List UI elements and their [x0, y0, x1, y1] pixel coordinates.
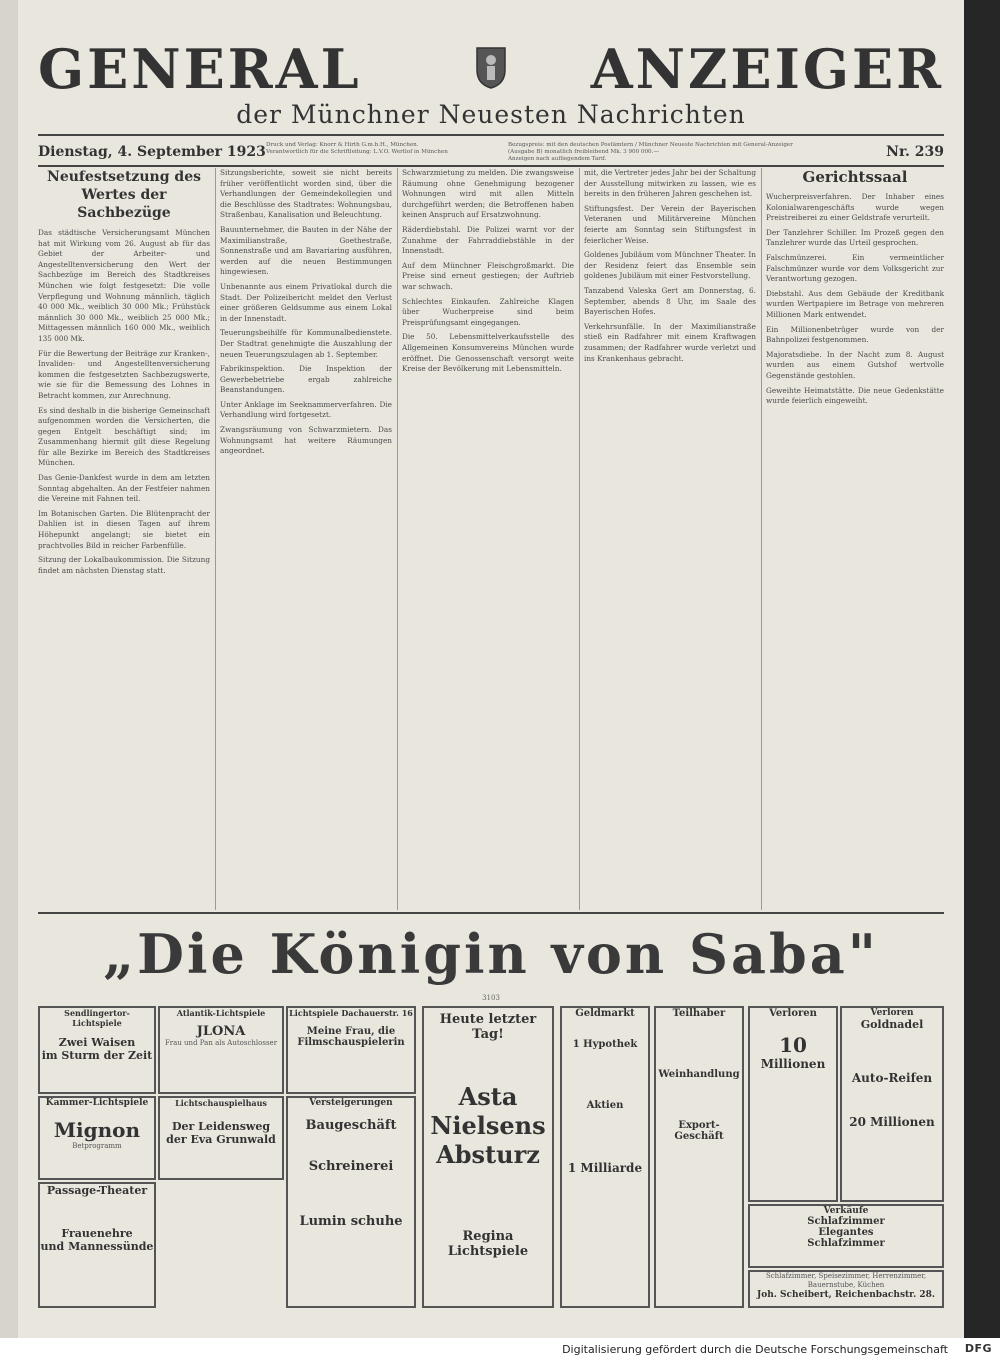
article-5-paragraph: Falschmünzerei. Ein vermeintlicher Falschmünzer wurde vor dem Volksgericht zur Verantwortung gezogen.	[766, 252, 944, 284]
article-1-headline: Neufestsetzung des Wertes der Sachbezüge	[47, 169, 201, 221]
ad-line: Mignon	[53, 1118, 141, 1142]
pricing-line-2: (Ausgabe B) monatlich freibleibend Mk. 3 900 000.—	[508, 149, 659, 155]
ad-title: Passage-Theater	[46, 1184, 148, 1197]
ad-verkaeufe	[748, 1204, 944, 1268]
article-3-paragraph: Schwarzmietung zu melden. Die zwangsweise Räumung ohne Genehmigung bezogener Wohnungen wird mit allen Mitteln durchgeführt werden; die Betroffenen haben keinen Anspruch auf Ersatzwohnung.	[402, 168, 574, 220]
ad-dachauer	[286, 1006, 416, 1094]
pricing-line-1: Bezugspreis: mit den deutschen Postämtern / Münchner Neueste Nachrichten mit General-Anzeiger	[508, 142, 793, 148]
column-5	[766, 168, 944, 910]
article-3-paragraph: Auf dem Münchner Fleischgroßmarkt. Die Preise sind erneut gestiegen; der Auftrieb war schwach.	[402, 260, 574, 291]
masthead-subtitle: der Münchner Neuesten Nachrichten	[236, 100, 746, 129]
ad-geldmarkt	[560, 1006, 650, 1308]
article-2-paragraph: Unbenannte aus einem Privatlokal durch die Stadt. Der Polizeibericht meldet den Verlust einer größeren Geldsumme aus einem Lokal in der Innenstadt.	[220, 281, 392, 323]
article-1-paragraph: Im Botanischen Garten. Die Blütenpracht der Dahlien ist in diesen Tagen auf ihrem Höhepunkt angelangt; sie bietet ein prachtvolles Bild in reicher Farbenfülle.	[38, 508, 210, 550]
ad-line: Schlafzimmer	[807, 1216, 885, 1227]
column-2	[220, 168, 392, 910]
ad-sendlinger	[38, 1006, 156, 1094]
article-5-paragraph: Der Tanzlehrer Schiller. Im Prozeß gegen den Tanzlehrer wurde das Urteil gesprochen.	[766, 227, 944, 248]
ad-line: und Mannessünde	[40, 1240, 154, 1253]
article-5-paragraph: Ein Millionenbetrüger wurde von der Bahnpolizei festgenommen.	[766, 324, 944, 345]
ad-line: Aktien	[586, 1100, 624, 1111]
article-3-paragraph: Schlechtes Einkaufen. Zahlreiche Klagen über Wucherpreise sind beim Preisprüfungsamt eingegangen.	[402, 296, 574, 327]
newspaper-page	[18, 0, 964, 1338]
ad-line: Elegantes	[818, 1227, 874, 1238]
dfg-logo: DFG	[964, 1342, 992, 1355]
ad-line: 10	[779, 1033, 807, 1057]
ad-line: Auto-Reifen	[851, 1071, 933, 1085]
pricing-line-3: Anzeigen nach aufliegendem Tarif.	[508, 156, 607, 162]
ad-line: Filmschauspielerin	[297, 1037, 405, 1048]
article-3-paragraph: Die 50. Lebensmittelverkaufsstelle des Allgemeinen Konsumvereins München wurde eröffnet. Die Genossenschaft versorgt weite Kreise der Bevölkerung mit Lebensmitteln.	[402, 332, 574, 374]
ad-passage	[38, 1182, 156, 1308]
masthead-title-left: GENERAL	[38, 37, 362, 101]
masthead-title-right: ANZEIGER	[590, 37, 944, 101]
article-5-paragraph: Geweihte Heimatstätte. Die neue Gedenkstätte wurde feierlich eingeweiht.	[766, 385, 944, 406]
ad-line: Schreinerei	[308, 1159, 394, 1174]
ad-teilhaber	[654, 1006, 744, 1308]
issue-number: Nr. 239	[886, 144, 944, 160]
banner-headline: „Die Königin von Saba"	[103, 922, 879, 986]
ad-line: Meine Frau, die	[306, 1026, 396, 1037]
ad-lichtschauspielhaus	[158, 1096, 284, 1180]
article-1-paragraph: Das städtische Versicherungsamt München hat mit Wirkung vom 26. August ab für das Gebiet der Arbeiter- und Angestelltenversicherung den Wert der Sachbezüge im Bereich des Stadtkreises München wie folgt festgesetzt: Die volle Verpflegung und Wohnung männlich, täglich 40 000 Mk., weiblich 30 000 Mk.; Frühstück männlich 30 000 Mk., weiblich 25 000 Mk.; Mittagessen männlich 160 000 Mk., weiblich 135 000 Mk.	[38, 228, 210, 343]
publisher-line-1: Druck und Verlag: Knorr & Hirth G.m.b.H., München.	[266, 142, 419, 148]
ad-title: Sendlingertor-Lichtspiele	[64, 1008, 130, 1028]
footer-text: Digitalisierung gefördert durch die Deutsche Forschungsgemeinschaft	[562, 1343, 948, 1356]
ad-line: 1 Hypothek	[572, 1039, 638, 1050]
gerichtssaal-headline: Gerichtssaal	[802, 168, 908, 186]
pricing-info	[508, 142, 848, 163]
banner-rule	[38, 912, 944, 914]
ad-line: Schlafzimmer, Speisezimmer, Herrenzimmer, Bauernstube, Küchen	[765, 1272, 927, 1289]
article-5-paragraph: Wucherpreisverfahren. Der Inhaber eines Kolonialwarengeschäfts wurde wegen Preistreiberei zu einer Geldstrafe verurteilt.	[766, 192, 944, 223]
ad-line: Der Leidensweg	[171, 1120, 271, 1133]
ad-line: Asta	[458, 1082, 518, 1111]
ad-verloren-millionen	[748, 1006, 838, 1202]
ad-line: 20 Millionen	[849, 1115, 935, 1129]
ad-line: Schlafzimmer	[807, 1238, 885, 1249]
article-1-paragraph: Das Genie-Dankfest wurde in dem am letzten Sonntag abgehalten. An der Festfeier nahmen die Vereine mit Fahnen teil.	[38, 473, 210, 504]
article-2-paragraph: Unter Anklage im Seeknammerverfahren. Die Verhandlung wird fortgesetzt.	[220, 399, 392, 420]
publisher-info	[266, 142, 466, 156]
ad-line: Weinhandlung	[658, 1069, 740, 1080]
article-5-paragraph: Majoratsdiebe. In der Nacht zum 8. August wurden aus einem Gutshof wertvolle Gegenstände gestohlen.	[766, 349, 944, 380]
ad-line: 1 Milliarde	[567, 1161, 643, 1175]
ad-kammer	[38, 1096, 156, 1180]
article-2-paragraph: Zwangsräumung von Schwarzmietern. Das Wohnungsamt hat weitere Räumungen angeordnet.	[220, 425, 392, 456]
masthead-rule-top	[38, 134, 944, 136]
ad-line: Export-Geschäft	[674, 1120, 724, 1142]
ad-line: Frauenehre	[61, 1227, 133, 1240]
ad-title: Kammer-Lichtspiele	[45, 1098, 149, 1108]
ad-title: Heute letzter Tag!	[439, 1012, 537, 1042]
article-2-paragraph: Teuerungsbeihilfe für Kommunalbedienstete. Der Stadtrat genehmigte die Auszahlung der neuen Teuerungszulagen ab 1. September.	[220, 328, 392, 359]
digitization-footer	[0, 1338, 1000, 1363]
ad-line: im Sturm der Zeit	[41, 1049, 153, 1062]
column-divider	[215, 168, 216, 910]
column-3	[402, 168, 574, 910]
scan-left-gutter	[0, 0, 18, 1338]
banner-number: 3103	[482, 994, 500, 1002]
ad-atlantik	[158, 1006, 284, 1094]
article-3-paragraph: Räderdiebstahl. Die Polizei warnt vor der Zunahme der Fahrraddiebstähle in der Innenstadt.	[402, 224, 574, 256]
ad-title: Lichtschauspielhaus	[175, 1098, 267, 1108]
ad-line: Goldnadel	[860, 1018, 924, 1031]
column-1	[38, 168, 210, 910]
ad-title: Teilhaber	[672, 1008, 726, 1019]
issue-date: Dienstag, 4. September 1923	[38, 144, 266, 160]
ad-title: Versteigerungen	[309, 1098, 393, 1108]
article-2-paragraph: Fabrikinspektion. Die Inspektion der Gewerbebetriebe ergab zahlreiche Beanstandungen.	[220, 364, 392, 395]
article-4-paragraph: Goldenes Jubiläum vom Münchner Theater. In der Residenz feiert das Ensemble sein goldenes Jubiläum mit einer Festvorstellung.	[584, 250, 756, 281]
ad-line: Regina Lichtspiele	[447, 1229, 529, 1259]
ad-title: Lichtspiele Dachauerstr. 16	[289, 1008, 413, 1018]
ad-title: Verloren	[870, 1008, 914, 1018]
ad-line: Nielsens	[430, 1111, 546, 1140]
ad-versteigerungen	[286, 1096, 416, 1308]
ad-line: Zwei Waisen	[58, 1036, 136, 1049]
ad-line: Lumin schuhe	[299, 1214, 403, 1229]
column-4	[584, 168, 756, 910]
article-4-paragraph: Tanzabend Valeska Gert am Donnerstag, 6. September, abends 8 Uhr, im Saale des Bayerischen Hofes.	[584, 285, 756, 317]
ad-line: Absturz	[436, 1140, 540, 1169]
ad-asta-nielsen	[422, 1006, 554, 1308]
ad-line: Baugeschäft	[305, 1118, 397, 1133]
ad-title: Atlantik-Lichtspiele	[176, 1008, 266, 1018]
ad-line: JLONA	[196, 1024, 246, 1039]
ad-title: Joh. Scheibert, Reichenbachstr. 28.	[756, 1290, 936, 1300]
article-4-paragraph: mit, die Vertreter jedes Jahr bei der Schaltung der Ausstellung mitwirken zu lassen, wie es bereits in den früheren Jahren geschehen ist.	[584, 168, 756, 199]
ad-scheibert	[748, 1270, 944, 1308]
info-bar	[38, 140, 944, 164]
ad-verloren-goldnadel	[840, 1006, 944, 1202]
ad-title: Verloren	[769, 1008, 817, 1019]
ad-line: Betprogramm	[72, 1142, 122, 1150]
ad-line: Millionen	[760, 1057, 826, 1071]
ad-title: Geldmarkt	[575, 1008, 635, 1019]
column-divider	[397, 168, 398, 910]
article-1-paragraph: Es sind deshalb in die bisherige Gemeinschaft aufgenommen worden die Versicherten, die gegen Entgelt beschäftigt sind; im Zusammenhang hiermit gilt diese Regelung für alle Bezirke im Bereich des Stadtkreises München.	[38, 405, 210, 468]
article-2-paragraph: Bauunternehmer, die Bauten in der Nähe der Maximilianstraße, Goethestraße, Sonnenstraße und am Bavariaring ausführen, werden auf die neuen Bestimmungen hingewiesen.	[220, 224, 392, 277]
article-1-paragraph: Für die Bewertung der Beiträge zur Kranken-, Invaliden- und Angestelltenversicherung kommen die festgesetzten Sachbezugswerte, wie sie für die Bemessung des Lohnes in Betracht kommen, zur Anrechnung.	[38, 348, 210, 400]
scan-right-edge	[964, 0, 1000, 1338]
article-2-paragraph: Sitzungsberichte, soweit sie nicht bereits früher veröffentlicht worden sind, über die Verhandlungen der Gemeindekollegien und die Beschlüsse des Stadtrates: Wohnungsbau, Straßenbau, Kanalisation und Beleuchtung.	[220, 168, 392, 220]
munich-crest-icon	[473, 44, 509, 90]
column-divider	[761, 168, 762, 910]
ad-line: der Eva Grunwald	[166, 1133, 276, 1146]
masthead	[38, 37, 944, 101]
article-5-paragraph: Diebstahl. Aus dem Gebäude der Kreditbank wurden Wertpapiere im Betrage von mehreren Millionen Mark entwendet.	[766, 288, 944, 319]
column-divider	[579, 168, 580, 910]
publisher-line-2: Verantwortlich für die Schriftleitung: L.V.O. Wertlof in München	[266, 149, 448, 155]
ad-title: Verkäufe	[823, 1206, 869, 1216]
article-1-paragraph: Sitzung der Lokalbaukommission. Die Sitzung findet am nächsten Dienstag statt.	[38, 555, 210, 575]
ad-line: Frau und Pan als Autoschlosser	[164, 1039, 278, 1047]
article-4-paragraph: Verkehrsunfälle. In der Maximilianstraße stieß ein Radfahrer mit einem Kraftwagen zusammen; der Radfahrer wurde verletzt und ins Krankenhaus gebracht.	[584, 321, 756, 363]
masthead-rule-bottom	[38, 165, 944, 167]
article-4-paragraph: Stiftungsfest. Der Verein der Bayerischen Veteranen und Militärvereine München feierte am Sonntag sein Stiftungsfest in feierlicher Weise.	[584, 203, 756, 245]
